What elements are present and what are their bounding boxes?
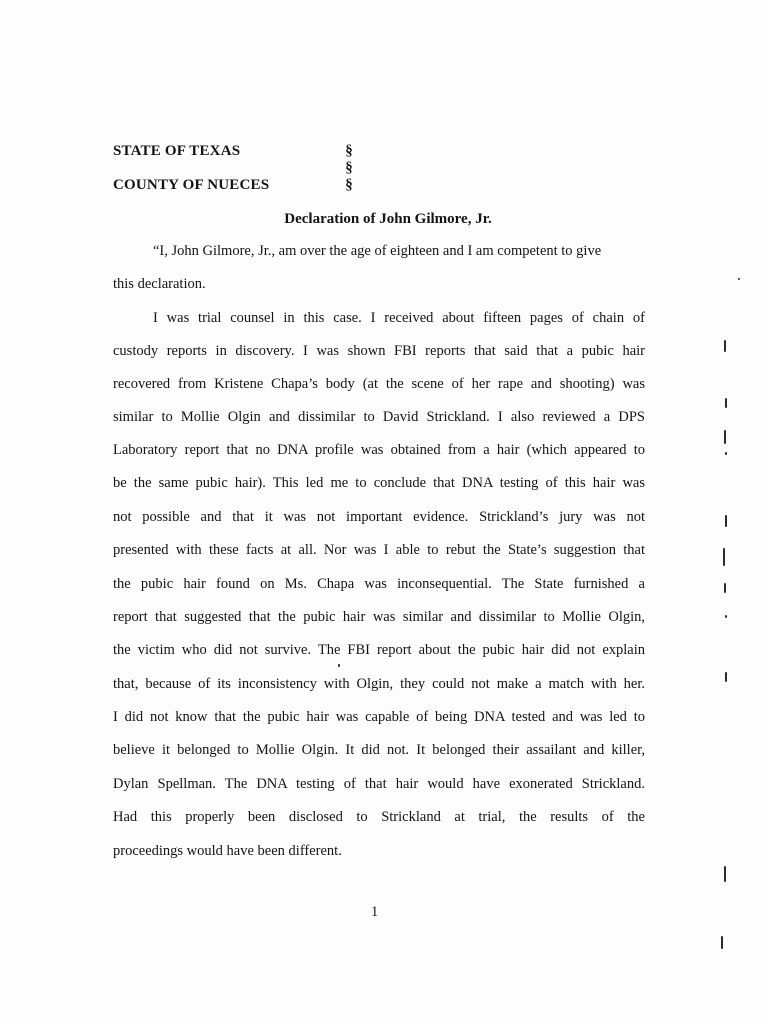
- paragraph-line: I did not know that the pubic hair was capable of being DNA tested and was led to: [113, 709, 645, 725]
- section-mark: §: [345, 143, 353, 159]
- paragraph-line: proceedings would have been different.: [113, 843, 342, 859]
- scan-mark: [338, 664, 340, 667]
- paragraph-line: custody reports in discovery. I was shown FBI reports that said that a pubic hair: [113, 343, 645, 359]
- caption-county: COUNTY OF NUECES: [113, 177, 270, 193]
- paragraph-line: not possible and that it was not important evidence. Strickland’s jury was not: [113, 509, 645, 525]
- paragraph-line: recovered from Kristene Chapa’s body (at the scene of her rape and shooting) was: [113, 376, 645, 392]
- scan-mark: [723, 548, 725, 566]
- scan-mark: [724, 430, 726, 444]
- paragraph-line: be the same pubic hair). This led me to conclude that DNA testing of this hair was: [113, 475, 645, 491]
- scan-mark: [725, 672, 727, 682]
- paragraph-line: believe it belonged to Mollie Olgin. It did not. It belonged their assailant and killer,: [113, 742, 645, 758]
- declaration-title-text: Declaration of John Gilmore, Jr.: [284, 211, 492, 227]
- paragraph-line: the victim who did not survive. The FBI report about the pubic hair did not explain: [113, 642, 645, 658]
- scan-mark: [738, 278, 740, 280]
- paragraph-line: this declaration.: [113, 276, 206, 292]
- section-mark: §: [345, 177, 353, 193]
- paragraph-line: “I, John Gilmore, Jr., am over the age of eighteen and I am competent to give: [153, 243, 602, 259]
- caption-state: STATE OF TEXAS: [113, 143, 241, 159]
- page-number: 1: [371, 904, 379, 920]
- paragraph-line: report that suggested that the pubic hair was similar and dissimilar to Mollie Olgin,: [113, 609, 645, 625]
- paragraph-line: the pubic hair found on Ms. Chapa was inconsequential. The State furnished a: [113, 576, 645, 592]
- paragraph-line: Had this properly been disclosed to Strickland at trial, the results of the: [113, 809, 645, 825]
- scan-mark: [724, 866, 726, 882]
- paragraph-line: Dylan Spellman. The DNA testing of that hair would have exonerated Strickland.: [113, 776, 645, 792]
- paragraph-line: that, because of its inconsistency with Olgin, they could not make a match with her.: [113, 676, 645, 692]
- section-marks: [342, 143, 356, 194]
- paragraph-line: I was trial counsel in this case. I received about fifteen pages of chain of: [153, 310, 645, 326]
- scan-mark: [725, 515, 727, 527]
- scan-mark: [724, 583, 726, 593]
- paragraph-line: similar to Mollie Olgin and dissimilar to David Strickland. I also reviewed a DPS: [113, 409, 645, 425]
- section-mark: §: [345, 160, 353, 176]
- scan-mark: [725, 615, 727, 618]
- scan-mark: [725, 398, 727, 408]
- scan-mark: [725, 452, 727, 455]
- declaration-title: [0, 211, 768, 228]
- scan-mark: [721, 936, 723, 949]
- paragraph-line: Laboratory report that no DNA profile was obtained from a hair (which appeared to: [113, 442, 645, 458]
- paragraph-line: presented with these facts at all. Nor was I able to rebut the State’s suggestion that: [113, 542, 645, 558]
- scan-mark: [724, 340, 726, 352]
